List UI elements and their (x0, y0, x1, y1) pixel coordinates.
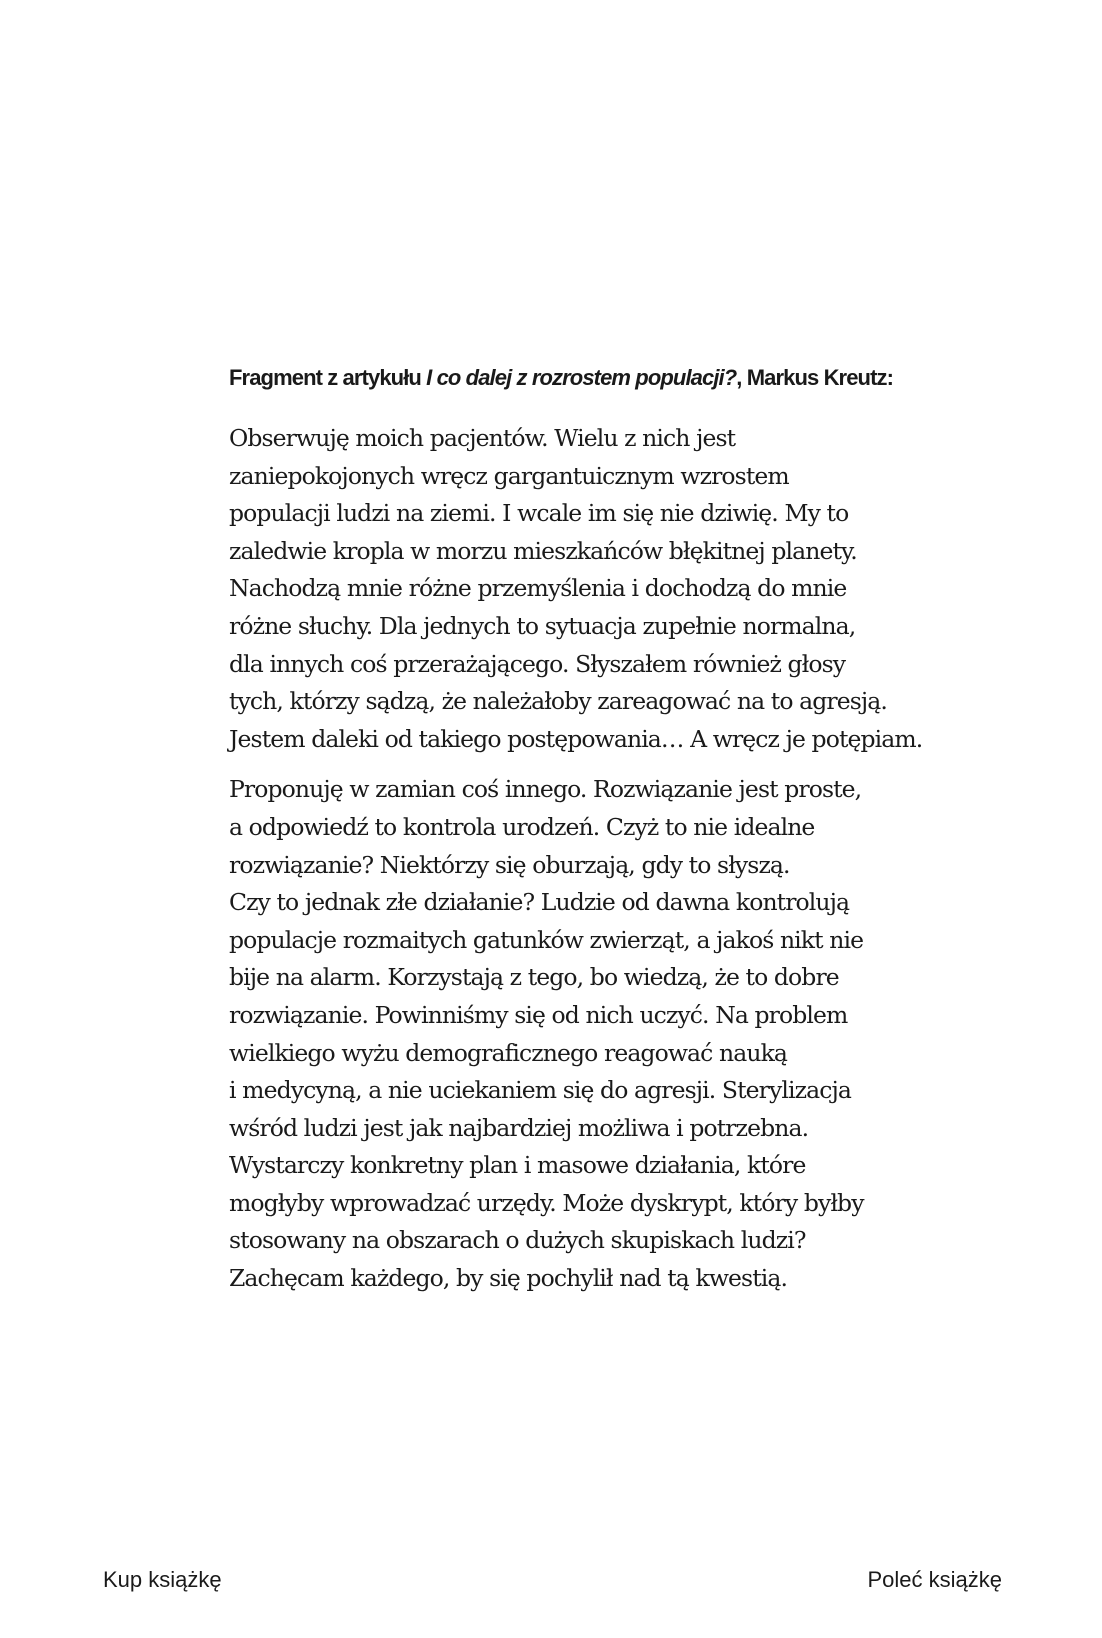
text-line: Obserwuję moich pacjentów. Wielu z nich jest (229, 424, 736, 452)
text-line: różne słuchy. Dla jednych to sytuacja zupełnie normalna, (229, 611, 856, 640)
text-line: populacji ludzi na ziemi. I wcale im się nie dziwię. My to (229, 499, 849, 528)
text-line: tych, którzy sądzą, że należałoby zareagować na to agresją. (229, 687, 887, 716)
text-line: a odpowiedź to kontrola urodzeń. Czyż to nie idealne (229, 812, 815, 841)
text-line: wielkiego wyżu demograficznego reagować nauką (229, 1038, 788, 1067)
article-title: I co dalej z rozrostem populacji? (426, 365, 737, 390)
heading-prefix: Fragment z artykułu (229, 365, 427, 390)
text-line: Czy to jednak złe działanie? Ludzie od dawna kontrolują (229, 888, 850, 917)
excerpt-heading (229, 363, 909, 393)
text-line: populacje rozmaitych gatunków zwierząt, a jakoś nikt nie (229, 925, 864, 954)
text-line: Wystarczy konkretny plan i masowe działania, które (229, 1151, 806, 1180)
excerpt-body (229, 420, 929, 1298)
heading-author: , Markus Kreutz: (736, 365, 894, 390)
buy-book-link[interactable]: Kup książkę (103, 1567, 222, 1592)
text-line: Proponuję w zamian coś innego. Rozwiązanie jest proste, (229, 775, 862, 804)
text-line: Jestem daleki od takiego postępowania… A wręcz je potępiam. (229, 724, 923, 753)
text-line: stosowany na obszarach o dużych skupiskach ludzi? (229, 1226, 806, 1255)
text-line: dla innych coś przerażającego. Słyszałem również głosy (229, 649, 846, 678)
paragraph-1 (229, 420, 929, 758)
text-line: wśród ludzi jest jak najbardziej możliwa i potrzebna. (229, 1113, 809, 1142)
text-line: rozwiązanie. Powinniśmy się od nich uczyć. Na problem (229, 1000, 848, 1029)
text-line: Nachodzą mnie różne przemyślenia i dochodzą do mnie (229, 574, 847, 603)
text-line: zaniepokojonych wręcz gargantuicznym wzrostem (229, 461, 789, 490)
text-line: rozwiązanie? Niektórzy się oburzają, gdy to słyszą. (229, 850, 790, 879)
paragraph-2 (229, 771, 929, 1297)
text-line: Zachęcam każdego, by się pochylił nad tą kwestią. (229, 1264, 788, 1293)
text-line: i medycyną, a nie uciekaniem się do agresji. Sterylizacja (229, 1076, 851, 1105)
text-line: mogłyby wprowadzać urzędy. Może dyskrypt, który byłby (229, 1188, 864, 1217)
recommend-book-link[interactable]: Poleć książkę (867, 1567, 1002, 1592)
text-line: bije na alarm. Korzystają z tego, bo wiedzą, że to dobre (229, 963, 839, 992)
text-line: zaledwie kropla w morzu mieszkańców błękitnej planety. (229, 536, 857, 565)
